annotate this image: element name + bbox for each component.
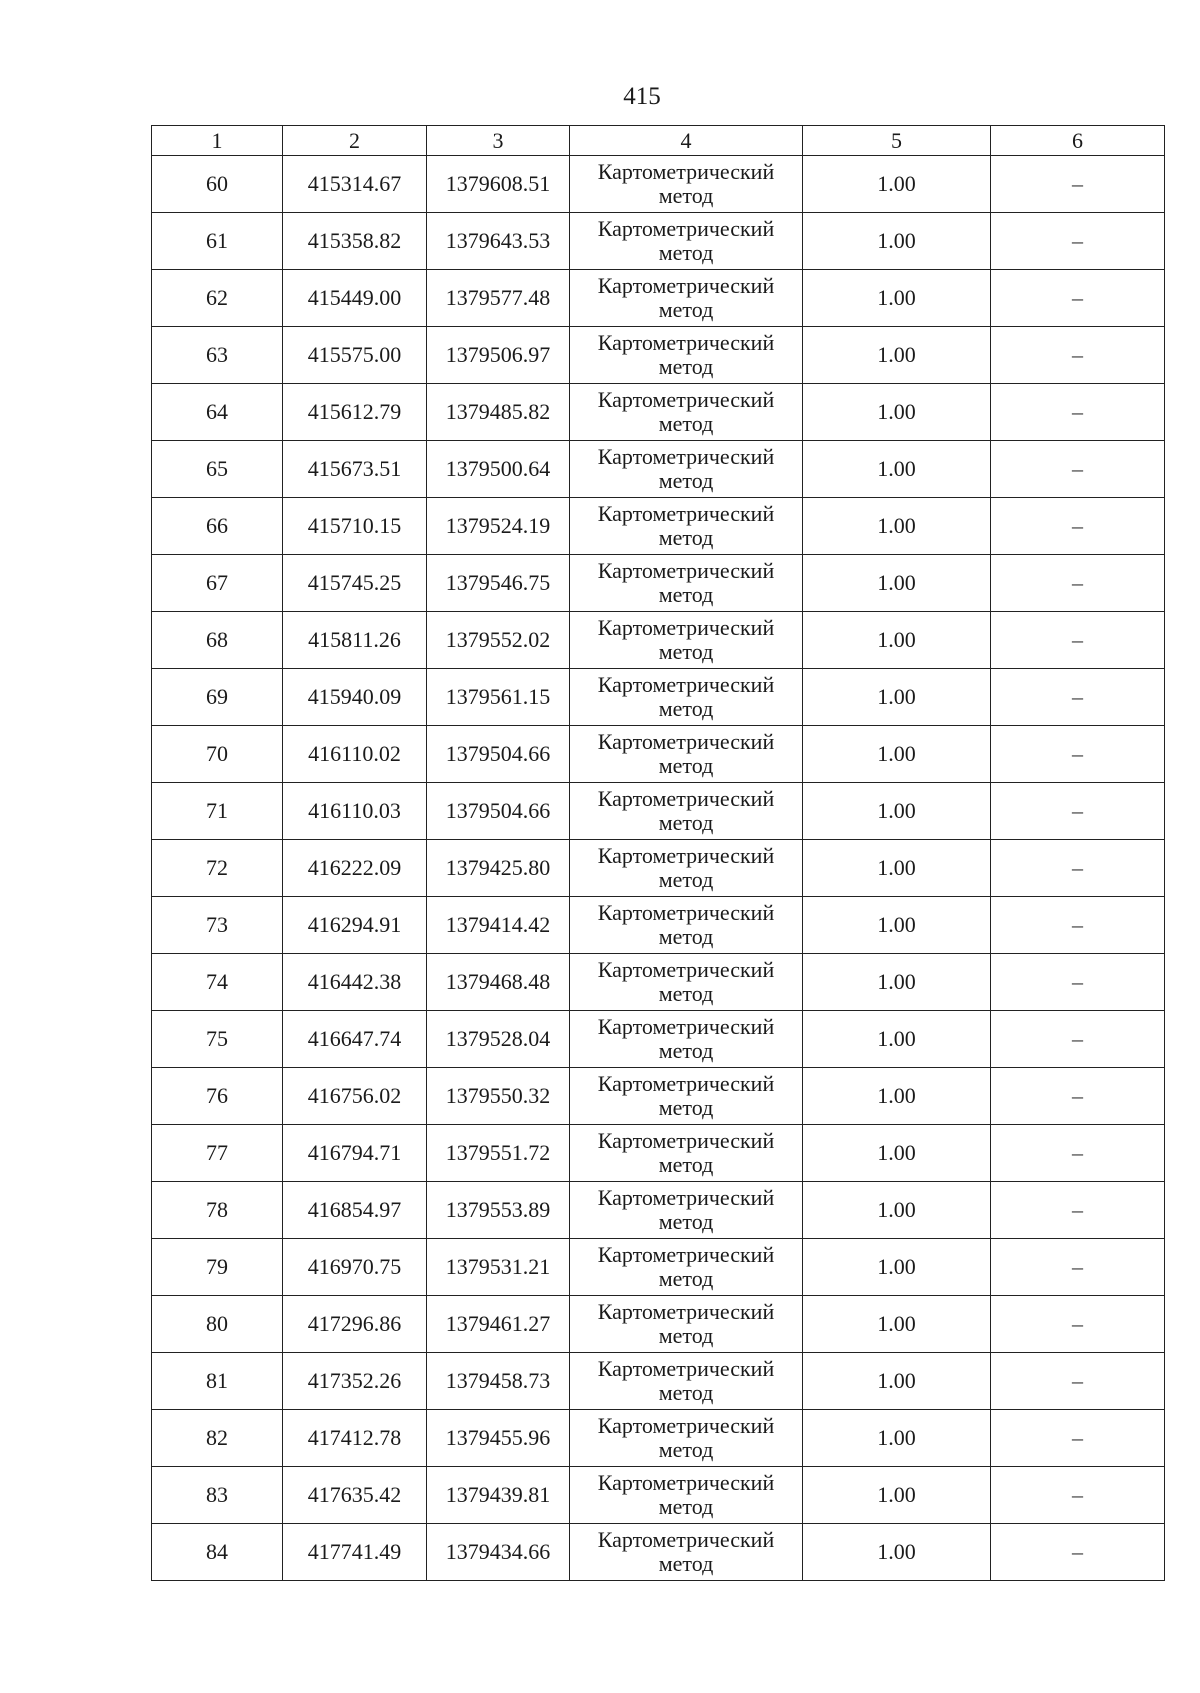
- method-line-1: Картометрический: [597, 843, 775, 868]
- accuracy-cell: 1.00: [803, 1011, 991, 1068]
- point-number-cell: 84: [152, 1524, 283, 1581]
- method-line-1: Картометрический: [597, 1299, 775, 1324]
- method-line-2: метод: [658, 810, 714, 835]
- table-row: [152, 783, 1165, 840]
- column-header-2: 2: [283, 126, 427, 156]
- method-line-2: метод: [658, 582, 714, 607]
- method-line-2: метод: [658, 411, 714, 436]
- table-row: [152, 384, 1165, 441]
- method-cell: [570, 1125, 803, 1182]
- x-coordinate-cell: 415612.79: [283, 384, 427, 441]
- x-coordinate-cell: 416110.02: [283, 726, 427, 783]
- method-line-1: Картометрический: [597, 1527, 775, 1552]
- accuracy-cell: 1.00: [803, 612, 991, 669]
- column-header-6: 6: [991, 126, 1165, 156]
- x-coordinate-cell: 416442.38: [283, 954, 427, 1011]
- note-cell: –: [991, 213, 1165, 270]
- method-line-1: Картометрический: [597, 1014, 775, 1039]
- column-header-5: 5: [803, 126, 991, 156]
- y-coordinate-cell: 1379468.48: [427, 954, 570, 1011]
- x-coordinate-cell: 416110.03: [283, 783, 427, 840]
- method-line-2: метод: [658, 1551, 714, 1576]
- x-coordinate-cell: 415710.15: [283, 498, 427, 555]
- method-cell: [570, 1068, 803, 1125]
- method-cell: [570, 498, 803, 555]
- x-coordinate-cell: 416294.91: [283, 897, 427, 954]
- point-number-cell: 83: [152, 1467, 283, 1524]
- x-coordinate-cell: 417296.86: [283, 1296, 427, 1353]
- table-row: [152, 1353, 1165, 1410]
- method-line-2: метод: [658, 639, 714, 664]
- method-line-1: Картометрический: [597, 330, 775, 355]
- method-line-2: метод: [658, 468, 714, 493]
- method-line-2: метод: [658, 1266, 714, 1291]
- y-coordinate-cell: 1379546.75: [427, 555, 570, 612]
- y-coordinate-cell: 1379425.80: [427, 840, 570, 897]
- accuracy-cell: 1.00: [803, 1353, 991, 1410]
- method-line-1: Картометрический: [597, 216, 775, 241]
- method-line-1: Картометрический: [597, 273, 775, 298]
- method-cell: [570, 897, 803, 954]
- table-row: [152, 1410, 1165, 1467]
- x-coordinate-cell: 416222.09: [283, 840, 427, 897]
- table-header: [152, 126, 1165, 156]
- note-cell: –: [991, 783, 1165, 840]
- method-line-1: Картометрический: [597, 1185, 775, 1210]
- table-row: [152, 1011, 1165, 1068]
- method-line-1: Картометрический: [597, 900, 775, 925]
- point-number-cell: 80: [152, 1296, 283, 1353]
- column-header-4: 4: [570, 126, 803, 156]
- note-cell: –: [991, 1125, 1165, 1182]
- table-row: [152, 1467, 1165, 1524]
- y-coordinate-cell: 1379524.19: [427, 498, 570, 555]
- method-line-1: Картометрический: [597, 1356, 775, 1381]
- note-cell: –: [991, 384, 1165, 441]
- method-cell: [570, 1524, 803, 1581]
- method-cell: [570, 1353, 803, 1410]
- column-header-3: 3: [427, 126, 570, 156]
- x-coordinate-cell: 417412.78: [283, 1410, 427, 1467]
- table-row: [152, 897, 1165, 954]
- y-coordinate-cell: 1379504.66: [427, 783, 570, 840]
- y-coordinate-cell: 1379439.81: [427, 1467, 570, 1524]
- accuracy-cell: 1.00: [803, 1296, 991, 1353]
- x-coordinate-cell: 416970.75: [283, 1239, 427, 1296]
- point-number-cell: 75: [152, 1011, 283, 1068]
- method-line-2: метод: [658, 1038, 714, 1063]
- point-number-cell: 82: [152, 1410, 283, 1467]
- table-body: [152, 156, 1165, 1581]
- accuracy-cell: 1.00: [803, 897, 991, 954]
- accuracy-cell: 1.00: [803, 1467, 991, 1524]
- table-row: [152, 1524, 1165, 1581]
- method-line-2: метод: [658, 867, 714, 892]
- method-cell: [570, 555, 803, 612]
- point-number-cell: 72: [152, 840, 283, 897]
- x-coordinate-cell: 415745.25: [283, 555, 427, 612]
- method-cell: [570, 669, 803, 726]
- note-cell: –: [991, 441, 1165, 498]
- accuracy-cell: 1.00: [803, 498, 991, 555]
- accuracy-cell: 1.00: [803, 213, 991, 270]
- method-line-2: метод: [658, 696, 714, 721]
- column-header-1: 1: [152, 126, 283, 156]
- table-row: [152, 213, 1165, 270]
- y-coordinate-cell: 1379577.48: [427, 270, 570, 327]
- y-coordinate-cell: 1379458.73: [427, 1353, 570, 1410]
- method-line-1: Картометрический: [597, 672, 775, 697]
- method-line-2: метод: [658, 1380, 714, 1405]
- page-number: 415: [623, 83, 661, 110]
- accuracy-cell: 1.00: [803, 270, 991, 327]
- note-cell: –: [991, 498, 1165, 555]
- point-number-cell: 67: [152, 555, 283, 612]
- method-line-1: Картометрический: [597, 729, 775, 754]
- table-row: [152, 954, 1165, 1011]
- method-line-2: метод: [658, 183, 714, 208]
- x-coordinate-cell: 417741.49: [283, 1524, 427, 1581]
- header-row: [152, 126, 1165, 156]
- point-number-cell: 69: [152, 669, 283, 726]
- table-row: [152, 270, 1165, 327]
- x-coordinate-cell: 416854.97: [283, 1182, 427, 1239]
- y-coordinate-cell: 1379561.15: [427, 669, 570, 726]
- method-cell: [570, 612, 803, 669]
- table-row: [152, 327, 1165, 384]
- accuracy-cell: 1.00: [803, 1182, 991, 1239]
- point-number-cell: 71: [152, 783, 283, 840]
- accuracy-cell: 1.00: [803, 327, 991, 384]
- method-line-2: метод: [658, 1209, 714, 1234]
- method-line-2: метод: [658, 1437, 714, 1462]
- point-number-cell: 61: [152, 213, 283, 270]
- point-number-cell: 77: [152, 1125, 283, 1182]
- method-cell: [570, 1296, 803, 1353]
- method-line-2: метод: [658, 525, 714, 550]
- note-cell: –: [991, 1068, 1165, 1125]
- method-line-1: Картометрический: [597, 1470, 775, 1495]
- point-number-cell: 65: [152, 441, 283, 498]
- y-coordinate-cell: 1379550.32: [427, 1068, 570, 1125]
- point-number-cell: 78: [152, 1182, 283, 1239]
- method-cell: [570, 1467, 803, 1524]
- method-line-1: Картометрический: [597, 159, 775, 184]
- y-coordinate-cell: 1379434.66: [427, 1524, 570, 1581]
- x-coordinate-cell: 415449.00: [283, 270, 427, 327]
- x-coordinate-cell: 415575.00: [283, 327, 427, 384]
- method-line-2: метод: [658, 981, 714, 1006]
- point-number-cell: 70: [152, 726, 283, 783]
- accuracy-cell: 1.00: [803, 783, 991, 840]
- method-cell: [570, 840, 803, 897]
- note-cell: –: [991, 1353, 1165, 1410]
- y-coordinate-cell: 1379504.66: [427, 726, 570, 783]
- x-coordinate-cell: 415811.26: [283, 612, 427, 669]
- note-cell: –: [991, 1410, 1165, 1467]
- x-coordinate-cell: 416794.71: [283, 1125, 427, 1182]
- coordinates-table: [151, 125, 1165, 1581]
- method-line-1: Картометрический: [597, 957, 775, 982]
- method-line-1: Картометрический: [597, 1071, 775, 1096]
- method-cell: [570, 726, 803, 783]
- method-cell: [570, 954, 803, 1011]
- note-cell: –: [991, 327, 1165, 384]
- y-coordinate-cell: 1379553.89: [427, 1182, 570, 1239]
- y-coordinate-cell: 1379500.64: [427, 441, 570, 498]
- method-line-2: метод: [658, 240, 714, 265]
- method-cell: [570, 783, 803, 840]
- x-coordinate-cell: 416756.02: [283, 1068, 427, 1125]
- note-cell: –: [991, 1524, 1165, 1581]
- method-line-1: Картометрический: [597, 786, 775, 811]
- accuracy-cell: 1.00: [803, 954, 991, 1011]
- method-cell: [570, 213, 803, 270]
- point-number-cell: 74: [152, 954, 283, 1011]
- table-row: [152, 612, 1165, 669]
- note-cell: –: [991, 156, 1165, 213]
- accuracy-cell: 1.00: [803, 726, 991, 783]
- y-coordinate-cell: 1379506.97: [427, 327, 570, 384]
- point-number-cell: 81: [152, 1353, 283, 1410]
- note-cell: –: [991, 897, 1165, 954]
- x-coordinate-cell: 417352.26: [283, 1353, 427, 1410]
- method-line-2: метод: [658, 1494, 714, 1519]
- y-coordinate-cell: 1379485.82: [427, 384, 570, 441]
- y-coordinate-cell: 1379531.21: [427, 1239, 570, 1296]
- y-coordinate-cell: 1379455.96: [427, 1410, 570, 1467]
- note-cell: –: [991, 669, 1165, 726]
- point-number-cell: 73: [152, 897, 283, 954]
- method-cell: [570, 384, 803, 441]
- point-number-cell: 76: [152, 1068, 283, 1125]
- table-row: [152, 669, 1165, 726]
- y-coordinate-cell: 1379528.04: [427, 1011, 570, 1068]
- table-row: [152, 156, 1165, 213]
- method-line-2: метод: [658, 924, 714, 949]
- note-cell: –: [991, 1182, 1165, 1239]
- x-coordinate-cell: 417635.42: [283, 1467, 427, 1524]
- method-line-2: метод: [658, 297, 714, 322]
- table-row: [152, 1068, 1165, 1125]
- note-cell: –: [991, 954, 1165, 1011]
- table-row: [152, 498, 1165, 555]
- table-row: [152, 1239, 1165, 1296]
- method-line-1: Картометрический: [597, 387, 775, 412]
- method-line-1: Картометрический: [597, 444, 775, 469]
- y-coordinate-cell: 1379461.27: [427, 1296, 570, 1353]
- method-cell: [570, 441, 803, 498]
- method-line-2: метод: [658, 354, 714, 379]
- method-line-1: Картометрический: [597, 1413, 775, 1438]
- x-coordinate-cell: 415314.67: [283, 156, 427, 213]
- note-cell: –: [991, 1011, 1165, 1068]
- y-coordinate-cell: 1379551.72: [427, 1125, 570, 1182]
- note-cell: –: [991, 1467, 1165, 1524]
- table-row: [152, 1296, 1165, 1353]
- accuracy-cell: 1.00: [803, 669, 991, 726]
- point-number-cell: 62: [152, 270, 283, 327]
- x-coordinate-cell: 415940.09: [283, 669, 427, 726]
- accuracy-cell: 1.00: [803, 840, 991, 897]
- accuracy-cell: 1.00: [803, 555, 991, 612]
- note-cell: –: [991, 270, 1165, 327]
- y-coordinate-cell: 1379608.51: [427, 156, 570, 213]
- method-cell: [570, 156, 803, 213]
- accuracy-cell: 1.00: [803, 441, 991, 498]
- note-cell: –: [991, 726, 1165, 783]
- method-cell: [570, 270, 803, 327]
- table-row: [152, 840, 1165, 897]
- accuracy-cell: 1.00: [803, 384, 991, 441]
- method-line-1: Картометрический: [597, 1128, 775, 1153]
- point-number-cell: 60: [152, 156, 283, 213]
- x-coordinate-cell: 415673.51: [283, 441, 427, 498]
- method-line-1: Картометрический: [597, 558, 775, 583]
- x-coordinate-cell: 416647.74: [283, 1011, 427, 1068]
- table-row: [152, 726, 1165, 783]
- method-line-1: Картометрический: [597, 501, 775, 526]
- table-row: [152, 555, 1165, 612]
- y-coordinate-cell: 1379643.53: [427, 213, 570, 270]
- method-line-1: Картометрический: [597, 615, 775, 640]
- note-cell: –: [991, 555, 1165, 612]
- accuracy-cell: 1.00: [803, 1125, 991, 1182]
- accuracy-cell: 1.00: [803, 1524, 991, 1581]
- y-coordinate-cell: 1379552.02: [427, 612, 570, 669]
- method-line-2: метод: [658, 1152, 714, 1177]
- method-cell: [570, 1410, 803, 1467]
- y-coordinate-cell: 1379414.42: [427, 897, 570, 954]
- method-cell: [570, 1011, 803, 1068]
- accuracy-cell: 1.00: [803, 156, 991, 213]
- method-line-2: метод: [658, 753, 714, 778]
- point-number-cell: 64: [152, 384, 283, 441]
- note-cell: –: [991, 1296, 1165, 1353]
- x-coordinate-cell: 415358.82: [283, 213, 427, 270]
- point-number-cell: 68: [152, 612, 283, 669]
- method-cell: [570, 1239, 803, 1296]
- method-line-2: метод: [658, 1323, 714, 1348]
- table-row: [152, 441, 1165, 498]
- method-cell: [570, 327, 803, 384]
- note-cell: –: [991, 1239, 1165, 1296]
- accuracy-cell: 1.00: [803, 1068, 991, 1125]
- accuracy-cell: 1.00: [803, 1239, 991, 1296]
- point-number-cell: 66: [152, 498, 283, 555]
- method-line-1: Картометрический: [597, 1242, 775, 1267]
- note-cell: –: [991, 612, 1165, 669]
- method-cell: [570, 1182, 803, 1239]
- table-row: [152, 1125, 1165, 1182]
- table-row: [152, 1182, 1165, 1239]
- note-cell: –: [991, 840, 1165, 897]
- method-line-2: метод: [658, 1095, 714, 1120]
- point-number-cell: 79: [152, 1239, 283, 1296]
- accuracy-cell: 1.00: [803, 1410, 991, 1467]
- point-number-cell: 63: [152, 327, 283, 384]
